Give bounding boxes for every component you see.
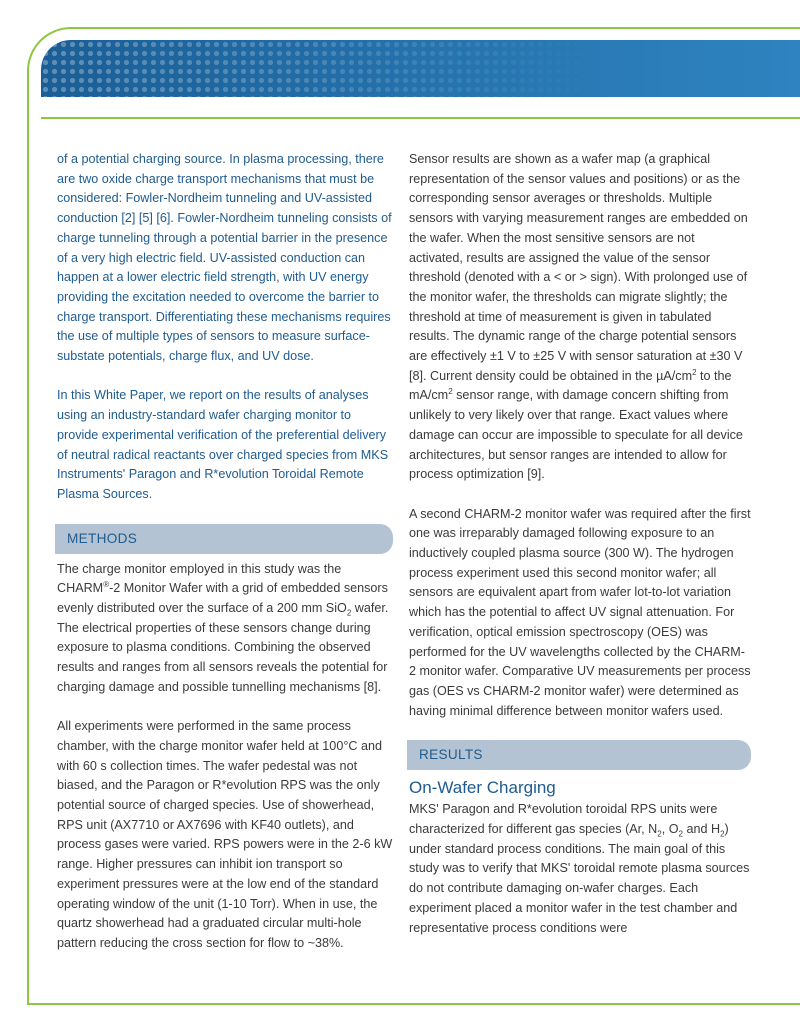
methods-paragraph-2: All experiments were performed in the same process chamber, with the charge monitor wafer held at 100°C and with 60 s collection times. The wafer pedestal was not biased, and the Paragon or R*evolution RPS was the only potential source of charged species. Use of showerhead, RPS unit (AX7710 or AX7696 with KF40 outlets), and process gases were varied. RPS powers were in the 2-6 kW range. Higher pressures can inhibit ion transport so experiment pressures were at the low end of the standard operating window of the unit (1-10 Torr). When in use, the quartz showerhead had a graduated circular multi-hole pattern reducing the cross section for flow to ~38%. [57, 719, 393, 950]
intro-paragraph: of a potential charging source. In plasma processing, there are two oxide charge transport mechanisms that must be considered: Fowler-Nordheim tunneling and UV-assisted conduction [2] [5] [6]. Fowler-Nordheim tunneling consists of charge tunneling through a potential barrier in the presence of a very high electric field. UV-assisted conduction can happen at a lower electric field strength, with UV energy providing the excitation needed to overcome the barrier to charge transport. Differentiating these mechanisms requires the use of multiple types of sensors to measure surface-substate potentials, charge flux, and UV dose. [57, 152, 392, 364]
results-paragraph: MKS' Paragon and R*evolution toroidal RPS units were characterized for different gas species (Ar, $N_2$, $O_2$ and $H_2$) under standard process conditions. The main goal of this study was to verify that MKS' toroidal remote plasma sources do not contribute damaging on-wafer charges. Each experiment placed a monitor wafer in the test chamber and representative process conditions were [409, 802, 750, 935]
methods-paragraph-1: The charge monitor employed in this study was the CHARM®-2 Monitor Wafer with a grid of embedded sensors evenly distributed over the surface of a 200 mm SiO$_2$ wafer. The electrical properties of these sensors change during exposure to plasma conditions. Combining the observed results and ranges from all sensors reveals the potential for charging damage and possible tunnelling mechanisms [8]. [57, 561, 389, 694]
left-column [57, 150, 393, 954]
header-rule [41, 117, 800, 119]
white-paper-paragraph: In this White Paper, we report on the results of analyses using an industry-standard wafer charging monitor to provide experimental verification of the preferential delivery of neutral radical reactants over charged species from MKS Instruments' Paragon and R*evolution Toroidal Remote Plasma Sources. [57, 388, 389, 501]
header-banner [41, 40, 800, 97]
frame-bottom-line [27, 1003, 800, 1005]
methods-heading: METHODS [55, 524, 393, 554]
frame-top-line [70, 27, 800, 29]
banner-dot-pattern [41, 40, 601, 97]
sensor-results-paragraph: Sensor results are shown as a wafer map (a graphical representation of the sensor values and positions) or as the corresponding sensor averages or thresholds. Multiple sensors with varying measurement ranges are embedded on the wafer. When the most sensitive sensors are not activated, results are assigned the value of the sensor threshold (denoted with a < or > sign). With prolonged use of the monitor wafer, the thresholds can migrate slightly; the threshold at time of measurement is given in tabulated results. The dynamic range of the charge potential sensors are effectively ±1 V to ±25 V with sensor saturation at ±30 V [8]. Current density could be obtained in the $\mu A/cm^2$ to the $mA/cm^2$ sensor range, with damage concern shifting from unlikely to very likely over that range. Exact values where damage can occur are impossible to speculate for all device architectures, but sensor ranges are intended to allow for process optimization [9]. [409, 152, 748, 482]
on-wafer-charging-subheading: On-Wafer Charging [409, 778, 556, 798]
right-column [409, 150, 751, 938]
second-wafer-paragraph: A second CHARM-2 monitor wafer was required after the first one was irreparably damaged following exposure to an inductively coupled plasma source (300 W). The hydrogen process experiment used this second monitor wafer; all sensors are equivalent apart from wafer lot-to-lot variation which has the potential to affect UV signal attenuation. For verification, optical emission spectroscopy (OES) was performed for the UV wavelengths collected by the CHARM-2 monitor wafer. Comparative UV measurements per process gas (OES vs CHARM-2 monitor wafer) were determined as having minimal difference between monitor wafers used. [409, 506, 751, 718]
results-heading: RESULTS [407, 740, 751, 770]
frame-left-line [27, 70, 29, 1005]
